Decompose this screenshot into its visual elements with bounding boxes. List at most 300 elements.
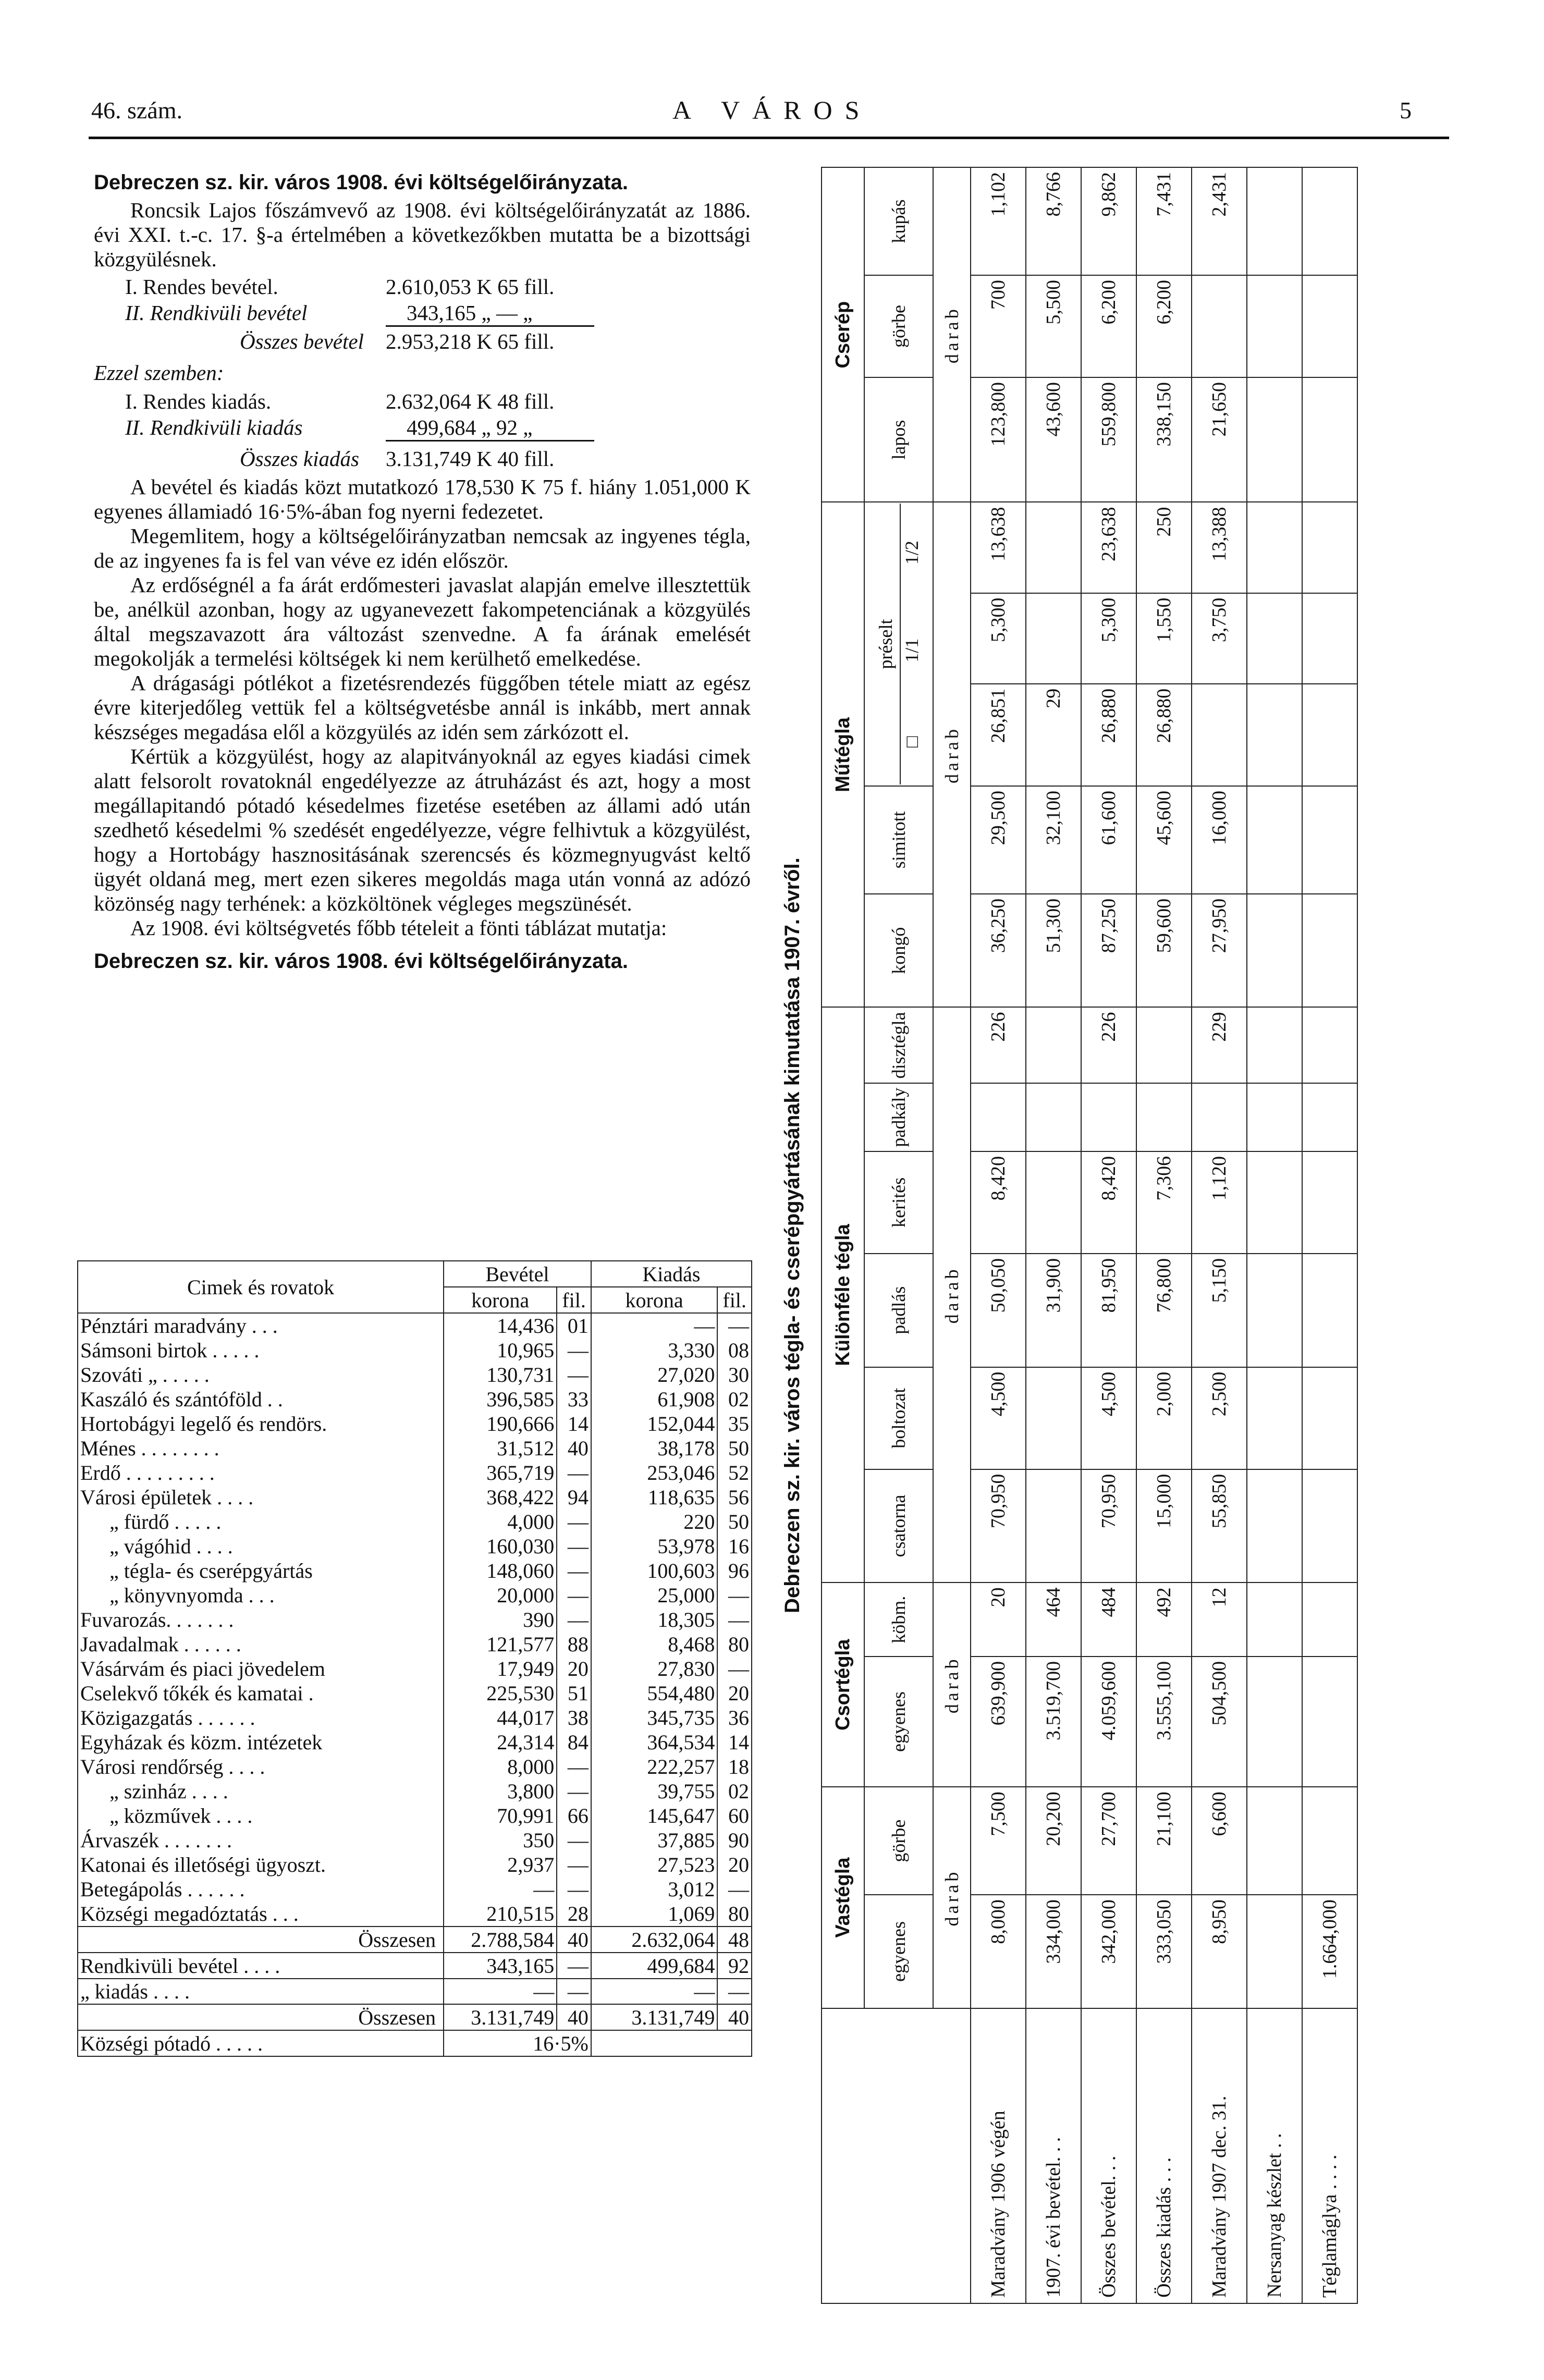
cell-value: 52	[717, 1461, 752, 1485]
cell-value: —	[557, 1583, 591, 1608]
cell-value: 40	[717, 2004, 752, 2030]
row-label: „ kiadás . . . .	[78, 1979, 444, 2004]
cell-value: 61,600	[1081, 786, 1136, 894]
cell-value	[1247, 684, 1302, 786]
col-expense-header: Kiadás	[591, 1261, 752, 1287]
cell-value: 6,200	[1136, 275, 1192, 377]
cell-value: 8,420	[1081, 1151, 1136, 1254]
cell-value: —	[444, 1979, 557, 2004]
cell-value: 3.131,749	[591, 2004, 717, 2030]
budget-value: 3.131,749 K 40 fill.	[386, 447, 555, 471]
cell-value: 70,991	[444, 1804, 557, 1828]
cell-value: —	[717, 1313, 752, 1338]
cell-value: 225,530	[444, 1681, 557, 1706]
cell-value: —	[557, 1338, 591, 1363]
cell-value: 152,044	[591, 1412, 717, 1436]
cell-value: 40	[557, 1927, 591, 1953]
cell-value: 02	[717, 1387, 752, 1412]
table-row	[78, 1877, 752, 1901]
paragraph-3: Megemlitem, hogy a költségelőirányzatban nemcsak az ingyenes tégla, de az ingyenes fa is fel van véve ez idén először.	[94, 524, 751, 572]
row-label: 1907. évi bevétel. . .	[1026, 2008, 1081, 2303]
col-income-header: Bevétel	[444, 1261, 591, 1287]
cell-value: 37,885	[591, 1828, 717, 1853]
cell-value: 8,000	[971, 1895, 1026, 2008]
sub-header: kupás	[864, 167, 933, 275]
cell-value	[1136, 1007, 1192, 1083]
budget-value: 2.610,053 K 65 fill.	[386, 275, 555, 299]
cell-value: 31,900	[1026, 1254, 1081, 1367]
group-cserep: Cserép	[822, 167, 864, 502]
row-label: „ fürdő . . . . .	[78, 1510, 444, 1534]
size-square: □	[901, 736, 922, 748]
sub-header: disztégla	[864, 1007, 933, 1083]
row-label: Maradvány 1906 végén	[971, 2008, 1026, 2303]
cell-value: 8,950	[1192, 1895, 1247, 2008]
table-row	[78, 1485, 752, 1510]
cell-value: 27,700	[1081, 1787, 1136, 1895]
cell-value	[1302, 894, 1357, 1008]
cell-value: 334,000	[1026, 1895, 1081, 2008]
cell-value: 3,800	[444, 1779, 557, 1804]
cell-value: —	[717, 1583, 752, 1608]
col-korona: korona	[591, 1287, 717, 1313]
cell-value: 26,880	[1136, 684, 1192, 786]
table-row	[78, 1901, 752, 1927]
cell-value: 27,523	[591, 1853, 717, 1877]
cell-value: 492	[1136, 1582, 1192, 1657]
cell-value: 368,422	[444, 1485, 557, 1510]
row-label: Téglamáglya . . . .	[1302, 2008, 1357, 2303]
cell-value	[1247, 1787, 1302, 1895]
sub-header: görbe	[864, 275, 933, 377]
budget-value: 343,165 „ — „	[407, 301, 533, 325]
cell-value: 38,178	[591, 1436, 717, 1461]
row-label: Községi pótadó . . . . .	[78, 2030, 444, 2056]
cell-value	[1302, 1007, 1357, 1083]
cell-value: 90	[717, 1828, 752, 1853]
cell-value	[1247, 377, 1302, 502]
cell-value	[1247, 167, 1302, 275]
cell-value	[1247, 1083, 1302, 1151]
table-row	[1302, 167, 1357, 2303]
cell-value: 226	[1081, 1007, 1136, 1083]
table-row	[78, 1338, 752, 1363]
cell-value: 12	[1192, 1582, 1247, 1657]
sub-header: boltozat	[864, 1367, 933, 1469]
cell-value: 121,577	[444, 1632, 557, 1657]
row-label: Betegápolás . . . . . .	[78, 1877, 444, 1901]
size-half: 1/2	[901, 541, 922, 565]
unit-label: darab	[933, 1007, 971, 1582]
cell-value: 2,431	[1192, 167, 1247, 275]
cell-value	[1026, 502, 1081, 593]
cell-value: 8,000	[444, 1755, 557, 1779]
cell-value: —	[717, 1979, 752, 2004]
cell-value	[1247, 1007, 1302, 1083]
brick-report-title: Debreczen sz. kir. város tégla- és cserépgyártásának kimutatása 1907. évről.	[781, 857, 804, 1613]
cell-value: —	[557, 1510, 591, 1534]
cell-value: 13,388	[1192, 502, 1247, 593]
row-label: „ szinház . . . .	[78, 1779, 444, 1804]
cell-value: 1,069	[591, 1901, 717, 1927]
sub-header: lapos	[864, 377, 933, 502]
cell-value: 220	[591, 1510, 717, 1534]
cell-value: 23,638	[1081, 502, 1136, 593]
cell-value	[1192, 275, 1247, 377]
cell-value: 504,500	[1192, 1657, 1247, 1787]
cell-value: 20	[717, 1853, 752, 1877]
cell-value: 94	[557, 1485, 591, 1510]
cell-value: 364,534	[591, 1730, 717, 1755]
cell-value: 14,436	[444, 1313, 557, 1338]
cell-value: 118,635	[591, 1485, 717, 1510]
cell-value: 396,585	[444, 1387, 557, 1412]
cell-value	[1302, 684, 1357, 786]
row-label: Nersanyag készlet . .	[1247, 2008, 1302, 2303]
budget-label: I. Rendes bevétel.	[125, 275, 278, 299]
cell-value	[1026, 1151, 1081, 1254]
cell-value	[1247, 1254, 1302, 1367]
paragraph-6: Kértük a közgyülést, hogy az alapitványoknál az egyes kiadási cimek alatt felsorolt rovatoknál engedélyezze az átruházást és azt, hogy a most megállapitandó pótadó késedelmes fizetése esetében az állami adó után szedhető késedelmi % szedését engedélyezze, végre felhivtuk a közgyülést, hogy a Hortobágy hasznositásának szerencsés és közmegnyugvást keltő ügyét oldaná meg, mert ezen sikeres megoldás maga után vonná az adózó közönség nagy terhének: a közköltönek végleges megszünését.	[94, 744, 751, 915]
sub-header: padkály	[864, 1083, 933, 1151]
group-mutegla: Műtégla	[822, 502, 864, 1007]
brick-table-body	[971, 167, 1357, 2303]
cell-value: 70,950	[971, 1469, 1026, 1583]
cell-value: 700	[971, 275, 1026, 377]
cell-value: 14	[557, 1412, 591, 1436]
cell-value: 40	[557, 2004, 591, 2030]
cell-value	[1302, 167, 1357, 275]
cell-value: 87,250	[1081, 894, 1136, 1008]
cell-value: —	[444, 1877, 557, 1901]
cell-value: —	[557, 1779, 591, 1804]
cell-value: 2,937	[444, 1853, 557, 1877]
cell-value: 14	[717, 1730, 752, 1755]
table-row	[1026, 167, 1081, 2303]
budget-label: Összes kiadás	[240, 447, 359, 471]
col-fil: fil.	[717, 1287, 752, 1313]
cell-value: 50,050	[971, 1254, 1026, 1367]
cell-value: 1.664,000	[1302, 1895, 1357, 2008]
cell-value: 3.519,700	[1026, 1657, 1081, 1787]
cell-value: 10,965	[444, 1338, 557, 1363]
brick-report-rotated	[771, 167, 1449, 2304]
cell-value: —	[557, 1608, 591, 1632]
cell-value: 3.555,100	[1136, 1657, 1192, 1787]
cell-value: 29	[1026, 684, 1081, 786]
cell-value	[1247, 1895, 1302, 2008]
cell-value: 40	[557, 1436, 591, 1461]
cell-value: 484	[1081, 1582, 1136, 1657]
cell-value: 342,000	[1081, 1895, 1136, 2008]
cell-value: 56	[717, 1485, 752, 1510]
table-row	[1247, 167, 1302, 2303]
cell-value: 76,800	[1136, 1254, 1192, 1367]
table-row	[78, 1657, 752, 1681]
row-label: Összes bevétel. . .	[1081, 2008, 1136, 2303]
cell-value	[1302, 502, 1357, 593]
cell-value: 25,000	[591, 1583, 717, 1608]
issue-number: 46. szám.	[91, 97, 183, 124]
cell-value: 16	[717, 1534, 752, 1559]
sub-header: csatorna	[864, 1469, 933, 1583]
budget-label: II. Rendkivüli kiadás	[125, 415, 303, 439]
cell-value: 2,500	[1192, 1367, 1247, 1469]
cell-value: 51,300	[1026, 894, 1081, 1008]
cell-value: 5,300	[971, 593, 1026, 684]
cell-value: 7,306	[1136, 1151, 1192, 1254]
table-row	[78, 1510, 752, 1534]
group-vastegla: Vastégla	[822, 1787, 864, 2008]
paragraph-2: A bevétel és kiadás közt mutatkozó 178,530 K 75 f. hiány 1.051,000 K egyenes államiadó 16·5%-ában fog nyerni fedezetet.	[94, 475, 751, 523]
cell-value: 4,000	[444, 1510, 557, 1534]
cell-value: 50	[717, 1510, 752, 1534]
cell-value	[1192, 684, 1247, 786]
page-number: 5	[1400, 97, 1412, 124]
cell-value: 5,500	[1026, 275, 1081, 377]
cell-value: 51	[557, 1681, 591, 1706]
cell-value: 123,800	[971, 377, 1026, 502]
cell-value: 32,100	[1026, 786, 1081, 894]
cell-value: 8,766	[1026, 167, 1081, 275]
cell-value: —	[591, 1979, 717, 2004]
header-rule	[89, 137, 1449, 139]
article-column	[94, 167, 751, 977]
brick-table	[821, 167, 1358, 2304]
cell-value: 390	[444, 1608, 557, 1632]
cell-value	[1302, 786, 1357, 894]
cell-value: 27,830	[591, 1657, 717, 1681]
cell-value: 02	[717, 1779, 752, 1804]
cell-value: 5,150	[1192, 1254, 1247, 1367]
table-row	[78, 1979, 752, 2004]
table-row	[78, 2030, 752, 2056]
table-row	[78, 1608, 752, 1632]
cell-value: 4,500	[1081, 1367, 1136, 1469]
cell-value: 6,600	[1192, 1787, 1247, 1895]
cell-value: 333,050	[1136, 1895, 1192, 2008]
sub-header: egyenes	[864, 1895, 933, 2008]
budget-summary	[94, 272, 751, 616]
cell-value: 226	[971, 1007, 1026, 1083]
table-row	[78, 1755, 752, 1779]
row-label: Összes kiadás . . .	[1136, 2008, 1192, 2303]
cell-value: 1,550	[1136, 593, 1192, 684]
row-label: Erdő . . . . . . . . .	[78, 1461, 444, 1485]
cell-value: 55,850	[1192, 1469, 1247, 1583]
cell-value: 61,908	[591, 1387, 717, 1412]
cell-value: —	[557, 1828, 591, 1853]
table-row	[78, 1779, 752, 1804]
cell-value: 338,150	[1136, 377, 1192, 502]
table-row	[1192, 167, 1247, 2303]
cell-value: 2.788,584	[444, 1927, 557, 1953]
empty-cell	[591, 2030, 752, 2056]
cell-value: 17,949	[444, 1657, 557, 1681]
row-label-header	[822, 2008, 971, 2303]
cell-value	[1247, 593, 1302, 684]
table-row	[78, 1313, 752, 1338]
cell-value: 59,600	[1136, 894, 1192, 1008]
cell-value: 210,515	[444, 1901, 557, 1927]
cell-value	[1026, 1007, 1081, 1083]
budget-value: 2.953,218 K 65 fill.	[386, 329, 555, 353]
cell-value: —	[557, 1953, 591, 1979]
cell-value: 30	[717, 1363, 752, 1387]
row-label: Javadalmak . . . . . .	[78, 1632, 444, 1657]
row-label: Szováti „ . . . . .	[78, 1363, 444, 1387]
col-fil: fil.	[557, 1287, 591, 1313]
row-label: „ közművek . . . .	[78, 1804, 444, 1828]
cell-value: 554,480	[591, 1681, 717, 1706]
cell-value: 88	[557, 1632, 591, 1657]
cell-value: 160,030	[444, 1534, 557, 1559]
cell-value: 8,420	[971, 1151, 1026, 1254]
cell-value	[1302, 1254, 1357, 1367]
row-label: „ vágóhid . . . .	[78, 1534, 444, 1559]
cell-value: 7,431	[1136, 167, 1192, 275]
col-label-header: Cimek és rovatok	[78, 1261, 444, 1313]
group-kulonfele: Különféle tégla	[822, 1007, 864, 1582]
cell-value: 66	[557, 1804, 591, 1828]
cell-value: —	[557, 1461, 591, 1485]
row-label: Pénztári maradvány . . .	[78, 1313, 444, 1338]
sub-header: simitott	[864, 786, 933, 894]
cell-value: 31,512	[444, 1436, 557, 1461]
cell-value: 8,468	[591, 1632, 717, 1657]
cell-value: —	[717, 1877, 752, 1901]
table-row	[1081, 167, 1136, 2303]
cell-value	[1247, 894, 1302, 1008]
preselt-sizes	[900, 504, 923, 784]
table-row	[78, 1706, 752, 1730]
cell-value: —	[717, 1657, 752, 1681]
paragraph-4: Az erdőségnél a fa árát erdőmesteri javaslat alapján emelve illesztettük be, anélkül azonban, hogy az ugyanevezett fakompetenciának a közgyülés által megszavazott ára változást szenvedne. A fa árának emelését megokolják a termelési költségek ki nem kerülhető emelkedése.	[94, 573, 751, 670]
cell-value: 80	[717, 1632, 752, 1657]
budget-label: Összes bevétel	[240, 329, 364, 353]
cell-value: 250	[1136, 502, 1192, 593]
cell-value: 100,603	[591, 1559, 717, 1583]
cell-value	[1247, 1657, 1302, 1787]
cell-value	[1302, 1582, 1357, 1657]
cell-value: 15,000	[1136, 1469, 1192, 1583]
cell-value	[1302, 1787, 1357, 1895]
row-label: Összesen	[78, 2004, 444, 2030]
row-label: Egyházak és közm. intézetek	[78, 1730, 444, 1755]
unit-label: darab	[933, 1787, 971, 2008]
cell-value	[1026, 1083, 1081, 1151]
unit-label: darab	[933, 502, 971, 1007]
table-row	[78, 1681, 752, 1706]
cell-value: 229	[1192, 1007, 1247, 1083]
cell-value: 345,735	[591, 1706, 717, 1730]
unit-label: darab	[933, 1582, 971, 1787]
cell-value	[1081, 1083, 1136, 1151]
budget-label: I. Rendes kiadás.	[125, 389, 272, 413]
row-label: Sámsoni birtok . . . . .	[78, 1338, 444, 1363]
cell-value: 35	[717, 1412, 752, 1436]
row-label: Katonai és illetőségi ügyoszt.	[78, 1853, 444, 1877]
unit-label: darab	[933, 167, 971, 502]
table-row	[78, 1828, 752, 1853]
cell-value: —	[557, 1363, 591, 1387]
cell-value: 20	[717, 1681, 752, 1706]
row-label: Fuvarozás. . . . . . .	[78, 1608, 444, 1632]
table-row	[78, 1583, 752, 1608]
row-label: Cselekvő tőkék és kamatai .	[78, 1681, 444, 1706]
row-label: Városi rendőrség . . . .	[78, 1755, 444, 1779]
budget-table	[77, 1260, 752, 2057]
cell-value: 365,719	[444, 1461, 557, 1485]
budget-table-body	[78, 1313, 752, 2056]
cell-value: 70,950	[1081, 1469, 1136, 1583]
cell-value: —	[591, 1313, 717, 1338]
cell-value: 38	[557, 1706, 591, 1730]
cell-value: 53,978	[591, 1534, 717, 1559]
cell-value: 50	[717, 1436, 752, 1461]
cell-value: 96	[717, 1559, 752, 1583]
table-row	[78, 1632, 752, 1657]
cell-value: 24,314	[444, 1730, 557, 1755]
table-row	[971, 167, 1026, 2303]
cell-value	[1302, 1083, 1357, 1151]
cell-value	[1302, 377, 1357, 502]
row-label: Városi épületek . . . .	[78, 1485, 444, 1510]
cell-value: 222,257	[591, 1755, 717, 1779]
sum-rule	[386, 440, 594, 441]
cell-value: 4,500	[971, 1367, 1026, 1469]
cell-value: 7,500	[971, 1787, 1026, 1895]
table-row	[78, 1412, 752, 1436]
cell-value: 18	[717, 1755, 752, 1779]
cell-value	[1302, 1151, 1357, 1254]
table-row	[78, 1953, 752, 1979]
cell-value: 145,647	[591, 1804, 717, 1828]
row-label: Vásárvám és piaci jövedelem	[78, 1657, 444, 1681]
cell-value	[1247, 502, 1302, 593]
cell-value	[971, 1083, 1026, 1151]
cell-value: 253,046	[591, 1461, 717, 1485]
cell-value: 21,650	[1192, 377, 1247, 502]
cell-value: —	[557, 1979, 591, 2004]
cell-value: 2.632,064	[591, 1927, 717, 1953]
table-row	[78, 1387, 752, 1412]
table-row	[78, 1534, 752, 1559]
table-row	[78, 1363, 752, 1387]
row-label: „ tégla- és cserépgyártás	[78, 1559, 444, 1583]
paragraph-7: Az 1908. évi költségvetés főbb tételeit a fönti táblázat mutatja:	[130, 916, 667, 940]
sum-rule	[386, 325, 594, 327]
budget-label: II. Rendkivüli bevétel	[125, 301, 308, 325]
row-label: Árvaszék . . . . . . .	[78, 1828, 444, 1853]
page-header	[0, 0, 1544, 151]
cell-value: 39,755	[591, 1779, 717, 1804]
cell-value: 36,250	[971, 894, 1026, 1008]
cell-value: —	[557, 1534, 591, 1559]
surtax-value: 16·5%	[444, 2030, 591, 2056]
cell-value	[1247, 1469, 1302, 1583]
sub-header: köbm.	[864, 1582, 933, 1657]
cell-value: 3,330	[591, 1338, 717, 1363]
cell-value: 3,012	[591, 1877, 717, 1901]
cell-value: —	[557, 1877, 591, 1901]
paragraph-5: A drágasági pótlékot a fizetésrendezés függőben tétele miatt az egész évre kiterjedőleg vettük fel a költségvetésbe annál is inkább, mert annak készséges megadása elől a közgyülés az idén sem zárkózott el.	[94, 671, 751, 744]
cell-value: 81,950	[1081, 1254, 1136, 1367]
cell-value: 3.131,749	[444, 2004, 557, 2030]
cell-value: 21,100	[1136, 1787, 1192, 1895]
table-row	[78, 1461, 752, 1485]
cell-value: 9,862	[1081, 167, 1136, 275]
